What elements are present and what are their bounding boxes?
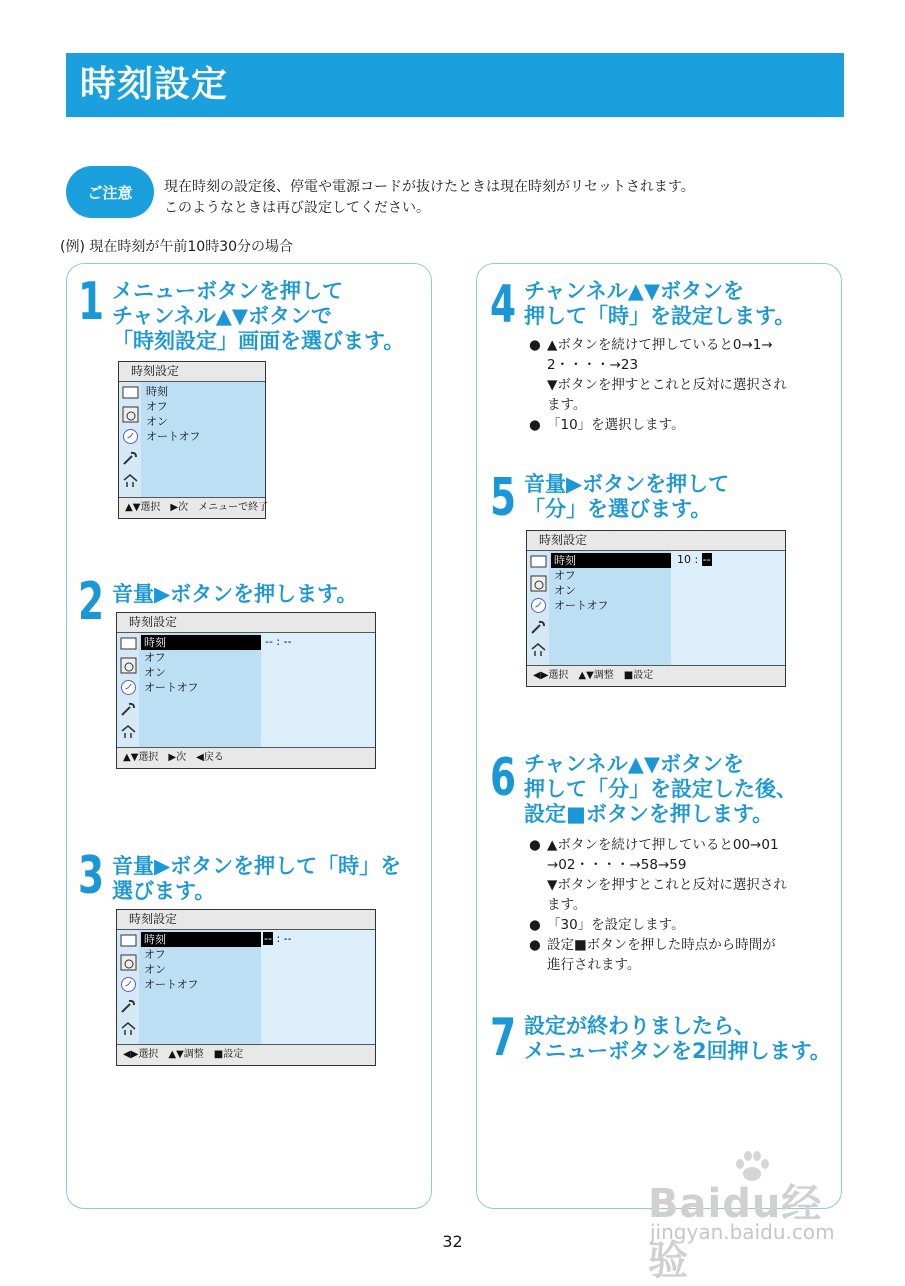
step-3-number: 3 xyxy=(78,846,105,906)
screen-clock-icon xyxy=(120,976,137,993)
screen-title: 時刻設定 xyxy=(117,910,375,930)
step-6-number: 6 xyxy=(490,748,517,808)
example-note: (例) 現在時刻が午前10時30分の場合 xyxy=(60,239,294,255)
screen-item-clock: 時刻 xyxy=(146,385,168,398)
title-bar xyxy=(66,53,844,117)
screen-setup-icon xyxy=(120,723,137,740)
screen-tools-icon xyxy=(530,619,547,636)
screen-item-off: オフ xyxy=(554,569,576,582)
step-7-title: 設定が終わりましたら、 メニューボタンを2回押します。 xyxy=(524,1014,831,1063)
screen-hour-value: 10 : xyxy=(677,553,702,566)
step-4-title: チャンネル▲▼ボタンを 押して「時」を設定します。 xyxy=(524,279,796,328)
screen-picture-icon xyxy=(120,635,137,652)
step-5-title: 音量▶ボタンを押して 「分」を選びます。 xyxy=(524,472,730,521)
step-4-notes xyxy=(529,335,787,435)
screen-item-on: オン xyxy=(144,666,166,679)
screen-footer: ◀▶選択 ▲▼調整 ■設定 xyxy=(527,665,785,686)
screen-item-on: オン xyxy=(146,415,168,428)
screen-sound-icon xyxy=(122,406,139,423)
step-1-number: 1 xyxy=(78,272,105,332)
screen-time-value xyxy=(677,553,712,566)
note-item: ● 「30」を設定します。 xyxy=(529,917,685,933)
screen-value-area xyxy=(671,551,785,665)
note-item: ● ▲ボタンを続けて押していると0→1→ 2・・・・→23 ▼ボタンを押すとこれと反対に選択され ます。 xyxy=(529,337,787,413)
menu-screen-4 xyxy=(526,530,786,687)
screen-item-autooff: オートオフ xyxy=(554,599,609,612)
menu-screen-3 xyxy=(116,909,376,1066)
screen-clock-icon xyxy=(530,597,547,614)
step-3-title: 音量▶ボタンを押して「時」を 選びます。 xyxy=(112,854,402,903)
screen-item-clock: 時刻 xyxy=(141,635,261,650)
screen-setup-icon xyxy=(530,641,547,658)
step-2-title: 音量▶ボタンを押します。 xyxy=(112,582,358,606)
step-5-number: 5 xyxy=(490,468,517,528)
screen-title: 時刻設定 xyxy=(527,531,785,551)
watermark-site: jingyan.baidu.com xyxy=(650,1220,835,1244)
screen-item-on: オン xyxy=(554,584,576,597)
step-1-title: メニューボタンを押して チャンネル▲▼ボタンで 「時刻設定」画面を選びます。 xyxy=(112,279,405,353)
step-2-number: 2 xyxy=(78,572,105,632)
screen-title: 時刻設定 xyxy=(119,362,265,382)
screen-item-list xyxy=(143,384,200,444)
screen-tools-icon xyxy=(122,450,139,467)
screen-icon-column xyxy=(527,551,549,665)
screen-minute-value: : -- xyxy=(272,932,292,945)
screen-value-area xyxy=(261,633,375,747)
screen-picture-icon xyxy=(530,553,547,570)
screen-footer: ▲▼選択 ▶次 ◀戻る xyxy=(117,747,375,768)
note-item: ● ▲ボタンを続けて押していると00→01 →02・・・・→58→59 ▼ボタンを押すとこれと反対に選択され ます。 xyxy=(529,837,787,913)
note-item: ● 設定■ボタンを押した時点から時間が 進行されます。 xyxy=(529,937,776,973)
screen-item-autooff: オートオフ xyxy=(146,430,201,443)
note-item: ● 「10」を選択します。 xyxy=(529,417,685,433)
caution-badge: ご注意 xyxy=(66,166,154,218)
screen-item-list xyxy=(551,553,671,613)
screen-icon-column xyxy=(117,930,139,1044)
screen-item-off: オフ xyxy=(144,651,166,664)
screen-item-list xyxy=(141,635,261,695)
screen-title: 時刻設定 xyxy=(117,613,375,633)
page-number: 32 xyxy=(442,1232,463,1251)
screen-tools-icon xyxy=(120,701,137,718)
step-4-number: 4 xyxy=(490,275,517,335)
screen-footer: ◀▶選択 ▲▼調整 ■設定 xyxy=(117,1044,375,1065)
screen-time-value: -- : -- xyxy=(265,635,292,648)
screen-clock-icon xyxy=(122,428,139,445)
screen-icon-column xyxy=(119,382,141,497)
step-6-title: チャンネル▲▼ボタンを 押して「分」を設定した後、 設定■ボタンを押します。 xyxy=(524,752,797,826)
screen-tools-icon xyxy=(120,998,137,1015)
step-6-notes xyxy=(529,835,787,975)
screen-picture-icon xyxy=(120,932,137,949)
screen-picture-icon xyxy=(122,384,139,401)
screen-time-value xyxy=(263,932,292,945)
screen-setup-icon xyxy=(120,1020,137,1037)
menu-screen-1 xyxy=(118,361,269,519)
screen-footer: ▲▼選択 ▶次 メニューで終了 xyxy=(119,497,265,518)
screen-sound-icon xyxy=(120,954,137,971)
screen-item-off: オフ xyxy=(146,400,168,413)
screen-setup-icon xyxy=(122,472,139,489)
screen-item-list xyxy=(141,932,261,992)
caution-text xyxy=(164,177,695,219)
screen-item-autooff: オートオフ xyxy=(144,978,199,991)
caution-line-2: このようなときは再び設定してください。 xyxy=(164,200,430,216)
watermark-logo-text: Baidu经验 xyxy=(648,1181,823,1284)
menu-screen-2 xyxy=(116,612,376,769)
screen-item-on: オン xyxy=(144,963,166,976)
screen-item-autooff: オートオフ xyxy=(144,681,199,694)
page-title: 時刻設定 xyxy=(80,64,229,105)
screen-value-area xyxy=(261,930,375,1044)
screen-icon-column xyxy=(117,633,139,747)
screen-item-clock: 時刻 xyxy=(141,932,261,947)
screen-item-clock: 時刻 xyxy=(551,553,671,568)
screen-minute-highlight: -- xyxy=(702,553,711,566)
step-7-number: 7 xyxy=(490,1008,517,1068)
screen-item-off: オフ xyxy=(144,948,166,961)
caution-line-1: 現在時刻の設定後、停電や電源コードが抜けたときは現在時刻がリセットされます。 xyxy=(164,179,695,195)
screen-sound-icon xyxy=(530,575,547,592)
screen-hour-highlight: -- xyxy=(264,932,272,945)
screen-clock-icon xyxy=(120,679,137,696)
screen-sound-icon xyxy=(120,657,137,674)
